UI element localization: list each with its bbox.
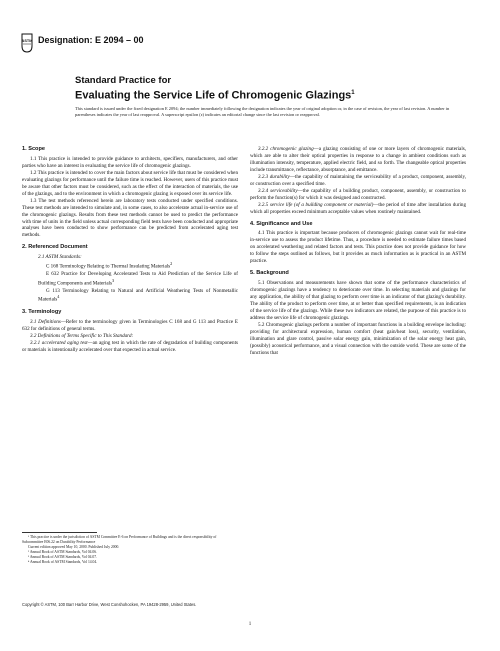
astm-logo-icon: [20, 33, 34, 53]
definition-paragraph: 3.2.3 durability—the capability of maintaining the serviceability of a product, component, assembly, or construction over a specified time.: [250, 173, 466, 187]
references-heading: 2. Referenced Document: [22, 244, 88, 251]
terminology-paragraph: 3.2 Definitions of Terms Specific to This Standard:: [30, 332, 134, 339]
background-heading: 5. Background: [250, 270, 289, 277]
designation: Designation: E 2094 – 00: [38, 35, 144, 45]
reference-item: C 168 Terminology Relating to Thermal Insulating Materials$^2$: [46, 261, 173, 270]
terminology-paragraph: 3.2.1 accelerated aging test—an aging test in which the rate of degradation of building components or materials is intentionally accelerated over that expected in actual service.: [22, 339, 238, 353]
svg-text:ASTM: ASTM: [21, 39, 33, 43]
copyright-line: Copyright © ASTM, 100 Barr Harbor Drive, West Conshohocken, PA 19428-2959, United States.: [22, 602, 197, 607]
terminology-paragraph: 3.1 Definitions—Refer to the terminology given in Terminologies C 168 and G 113 and Practice E 632 for definitions of general terms.: [22, 319, 238, 333]
background-paragraph: 5.1 Observations and measurements have shown that some of the performance characteristics of chromogenic glazings have a tendency to deteriorate over time. In selecting materials and glazings for any application, the ability of that glazing to perform over time is an indicator of that glazing's durability. The ability of the product to perform over time, at or better than specified requirements, is an indication of the service life of the glazings. While these two indicators are related, the purpose of this practice is to address the service life of chromogenic glazings.: [250, 280, 466, 321]
page-number: 1: [248, 622, 252, 627]
background-paragraph: 5.2 Chromogenic glazings perform a number of important functions in a building envelope including: providing for architectural expression, human comfort (heat gain/heat loss), security, ventilation, illumination and glare control, passive solar energy gain, minimization of the solar energy heat gain, (possibly) acoustical performance, and a visual connection with the outside world. These are some of the functions that: [250, 321, 466, 356]
footnote: ¹ This practice is under the jurisdiction of ASTM Committee E-6 on Performance of Buildings and is the direct responsibility of Subcommittee E06.22 on Durability Performance: [22, 535, 217, 545]
issue-note: This standard is issued under the fixed designation E 2094; the number immediately following the designation indicates the year of original adoption or, in the case of revision, the year of last revision. A number in parentheses indicates the year of last reapproval. A superscript epsilon (ε) indicates an editorial change since the last revision or reapproval.: [75, 106, 450, 117]
references-subheading: 2.1 ASTM Standards:: [38, 254, 82, 261]
scope-paragraph: 1.3 The test methods referenced herein are laboratory tests conducted under specified conditions. These test methods are intended to simulate and, in some cases, to also accelerate actual in-service use of the chromogenic glazings. Results from these test methods cannot be used to predict the performance with time of units in the field unless actual corresponding field tests have been conducted and appropriate analyses have been conducted to show performance can be predicted from accelerated aging test methods.: [22, 197, 238, 239]
title-line-2: [75, 87, 455, 103]
terminology-heading: 3. Terminology: [22, 309, 62, 316]
title-text: Evaluating the Service Life of Chromogenic Glazings: [75, 89, 352, 102]
title-line-1: Standard Practice for: [75, 75, 172, 86]
footnote: ² Annual Book of ASTM Standards, Vol 04.06.: [28, 550, 97, 555]
definition-paragraph: 3.2.5 service life (of a building component or material)—the period of time after installation during which all properties exceed minimum acceptable values when routinely maintained.: [250, 201, 466, 215]
definition-paragraph: 3.2.4 serviceability—the capability of a building product, component, assembly, or construction to perform the function(s) for which it was designed and constructed.: [250, 187, 466, 201]
left-column: [22, 146, 238, 354]
right-column: [250, 146, 466, 357]
document-title: [75, 75, 455, 103]
title-footnote-ref: 1: [351, 90, 355, 96]
significance-heading: 4. Significance and Use: [250, 220, 313, 227]
scope-heading: 1. Scope: [22, 146, 46, 152]
reference-item: G 113 Terminology Relating to Natural and Artificial Weathering Tests of Nonmetallic Materials$^4$: [38, 287, 238, 304]
reference-item: E 632 Practice for Developing Accelerated Tests to Aid Prediction of the Service Life of Building Components and Materials$^3$: [38, 270, 238, 287]
significance-paragraph: 4.1 This practice is important because producers of chromogenic glazings cannot wait for real-time in-service use to assess the product lifetime. Thus, a procedure is needed to estimate failure times based on accelerated weathering and related factors and tests. This practice does not provide guidance for how to follow the steps outlined as follows, but it provides as much information as is practical in an ASTM practice.: [250, 230, 466, 265]
footnote-rule: [22, 532, 97, 533]
scope-paragraph: 1.2 This practice is intended to cover the main factors about service life that must be considered when evaluating glazings for performance until the failure time is reached. However, users of this practice must be aware that other factors must be considered, such as the effect of the interaction of materials, the use of the glazings, and to the environment in which a chromogenic glazing is exposed over its service life.: [22, 169, 238, 197]
footnote: ⁴ Annual Book of ASTM Standards, Vol 14.04.: [28, 560, 98, 565]
footnotes: [22, 535, 238, 566]
definition-paragraph: 3.2.2 chromogenic glazing—a glazing consisting of one or more layers of chromogenic materials, which are able to alter their optical properties in response to a change in ambient conditions such as illumination intensity, temperature, applied electric field, and so forth. The changeable optical properties include transmittance, reflectance, absorptance, and emittance.: [250, 146, 466, 173]
footnote: Current edition approved May 10, 2000. Published July 2000.: [28, 545, 120, 550]
footnote: ³ Annual Book of ASTM Standards, Vol 04.07.: [28, 555, 97, 560]
scope-paragraph: 1.1 This practice is intended to provide guidance to architects, specifiers, manufacturers, and other parties who have an interest in evaluating the service life of chromogenic glazings.: [22, 155, 238, 169]
